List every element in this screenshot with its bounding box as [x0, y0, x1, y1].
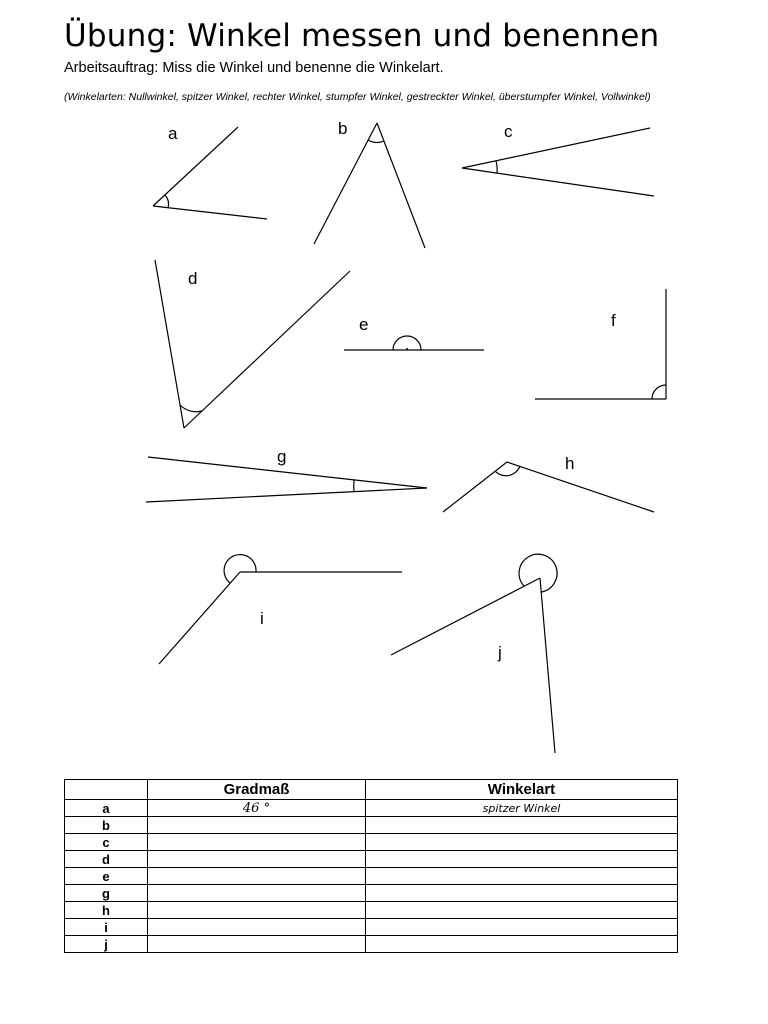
degree-cell[interactable]	[148, 868, 366, 885]
angle-label-i: i	[260, 609, 264, 628]
row-label: h	[65, 902, 148, 919]
row-label: j	[65, 936, 148, 953]
angle-label-e: e	[359, 315, 369, 334]
table-row	[65, 834, 678, 851]
angle-label-j: j	[498, 643, 502, 662]
angle-type-cell[interactable]	[366, 919, 678, 936]
degree-cell[interactable]	[148, 817, 366, 834]
table-row	[65, 919, 678, 936]
header-angle-type: Winkelart	[366, 780, 678, 800]
angle-h	[443, 454, 654, 512]
angle-c	[462, 122, 654, 196]
row-label: b	[65, 817, 148, 834]
degree-cell[interactable]	[148, 885, 366, 902]
row-label: i	[65, 919, 148, 936]
angle-j	[391, 554, 557, 753]
row-label: d	[65, 851, 148, 868]
table-row	[65, 800, 678, 817]
angle-type-cell[interactable]	[366, 885, 678, 902]
angle-type-cell[interactable]: spitzer Winkel	[366, 800, 678, 817]
angle-type-cell[interactable]	[366, 868, 678, 885]
task-instruction: Arbeitsauftrag: Miss die Winkel und benenne die Winkelart.	[64, 60, 444, 76]
table-row	[65, 936, 678, 953]
result-table	[64, 779, 678, 953]
worksheet-title: Übung: Winkel messen und benennen	[64, 18, 660, 54]
angle-b	[314, 119, 425, 248]
table-row	[65, 817, 678, 834]
table-row	[65, 868, 678, 885]
table-row	[65, 902, 678, 919]
angle-f	[535, 289, 666, 399]
angle-type-cell[interactable]	[366, 936, 678, 953]
degree-cell[interactable]	[148, 919, 366, 936]
angle-types-hint: (Winkelarten: Nullwinkel, spitzer Winkel, rechter Winkel, stumpfer Winkel, gestreckter Winkel, überstumpfer Winkel, Vollwinkel)	[64, 91, 651, 103]
angle-a	[153, 124, 267, 219]
angle-d	[155, 260, 350, 428]
angle-type-cell[interactable]	[366, 902, 678, 919]
degree-cell[interactable]	[148, 902, 366, 919]
angle-i	[159, 555, 402, 664]
angle-type-cell[interactable]	[366, 834, 678, 851]
table-row	[65, 851, 678, 868]
angle-label-g: g	[277, 447, 287, 466]
row-label: a	[65, 800, 148, 817]
angle-label-d: d	[188, 269, 198, 288]
angle-type-cell[interactable]	[366, 817, 678, 834]
row-label: g	[65, 885, 148, 902]
degree-cell[interactable]	[148, 936, 366, 953]
table-row	[65, 885, 678, 902]
angle-g	[146, 447, 427, 502]
degree-cell[interactable]	[148, 851, 366, 868]
row-label: e	[65, 868, 148, 885]
angle-label-a: a	[168, 124, 178, 143]
header-empty	[65, 780, 148, 800]
angle-type-cell[interactable]	[366, 851, 678, 868]
angle-label-c: c	[504, 122, 513, 141]
row-label: c	[65, 834, 148, 851]
angle-label-f: f	[611, 311, 616, 330]
angle-e	[344, 315, 484, 350]
degree-cell[interactable]: 46 °	[148, 800, 366, 817]
angle-label-h: h	[565, 454, 575, 473]
table-header-row	[65, 780, 678, 800]
angle-label-b: b	[338, 119, 348, 138]
header-degree: Gradmaß	[148, 780, 366, 800]
degree-cell[interactable]	[148, 834, 366, 851]
